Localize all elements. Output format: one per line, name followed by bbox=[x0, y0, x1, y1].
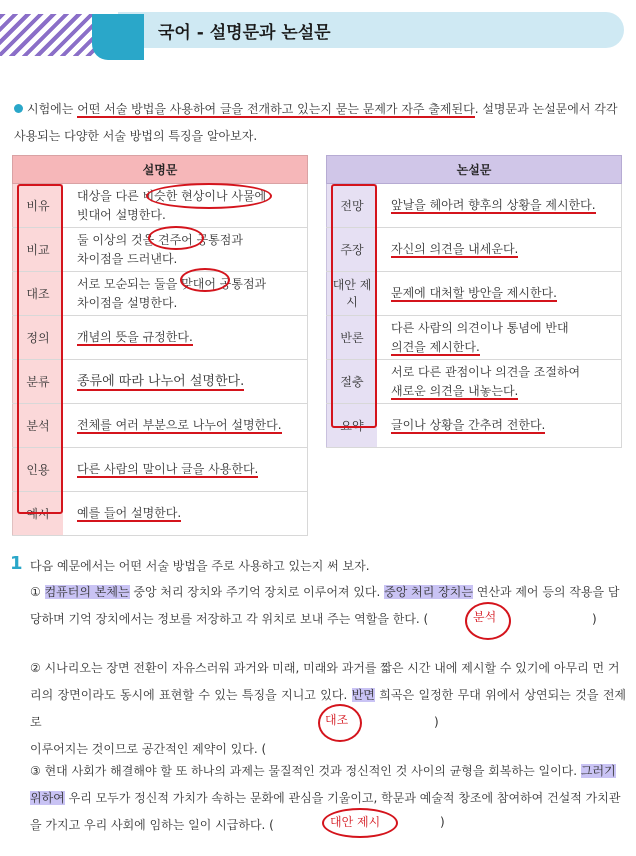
term-cell: 절충 bbox=[327, 360, 378, 404]
desc-cell: 전체를 여러 부분으로 나누어 설명한다. bbox=[63, 404, 308, 448]
question-number: 1 bbox=[10, 553, 23, 574]
term-cell: 정의 bbox=[13, 316, 64, 360]
desc-cell: 앞날을 헤아려 향후의 상황을 제시한다. bbox=[377, 184, 622, 228]
term-cell: 대안 제시 bbox=[327, 272, 378, 316]
intro-text: 시험에는 어떤 서술 방법을 사용하여 글을 전개하고 있는지 묻는 문제가 자주 출제된다. 설명문과 논설문에서 각각 사용되는 다양한 서술 방법의 특징을 알아보자. bbox=[14, 102, 618, 143]
desc-cell: 다른 사람의 의견이나 통념에 반대 의견을 제시한다. bbox=[377, 316, 622, 360]
term-cell: 요약 bbox=[327, 404, 378, 448]
bullet-icon bbox=[14, 104, 23, 113]
term-cell: 인용 bbox=[13, 448, 64, 492]
close-paren: ) bbox=[440, 815, 445, 829]
page-title: 국어 - 설명문과 논설문 bbox=[158, 23, 331, 43]
term-cell: 반론 bbox=[327, 316, 378, 360]
annotation-circle bbox=[180, 268, 230, 292]
term-cell: 주장 bbox=[327, 228, 378, 272]
desc-cell: 서로 다른 관점이나 의견을 조절하여 새로운 의견을 내놓는다. bbox=[377, 360, 622, 404]
term-cell: 비교 bbox=[13, 228, 64, 272]
argumentative-header: 논설문 bbox=[327, 156, 622, 184]
underlined-phrase: 어떤 서술 방법을 사용하여 글을 전개하고 있는지 묻는 문제가 자주 출제된다 bbox=[77, 102, 475, 116]
answer-text: 대안 제시 bbox=[330, 815, 381, 829]
expository-header: 설명문 bbox=[13, 156, 308, 184]
desc-cell: 다른 사람의 말이나 글을 사용한다. bbox=[63, 448, 308, 492]
desc-cell: 서로 모순되는 둘을 맞대어 공통점과 차이점을 설명한다. bbox=[63, 272, 308, 316]
title-tab-accent bbox=[92, 14, 144, 60]
desc-cell: 문제에 대처할 방안을 제시한다. bbox=[377, 272, 622, 316]
close-paren: ) bbox=[434, 715, 439, 729]
close-paren: ) bbox=[592, 612, 597, 626]
term-cell: 대조 bbox=[13, 272, 64, 316]
desc-cell: 글이나 상황을 간추려 전한다. bbox=[377, 404, 622, 448]
term-cell: 분석 bbox=[13, 404, 64, 448]
desc-cell: 개념의 뜻을 규정한다. bbox=[63, 316, 308, 360]
term-cell: 전망 bbox=[327, 184, 378, 228]
example-paragraph-3: ③ 현대 사회가 해결해야 할 또 하나의 과제는 물질적인 것과 정신적인 것 사이의 균형을 회복하는 일이다. 그러기 위하여 우리 모두가 정신적 가치가 속하는 문화에 관심을 기울이고, 학문과 예술적 창조에 참여하여 건설적 가치관 을 가지고 우리 사회에 임하는 일이 시급하다. ( bbox=[30, 764, 621, 832]
annotation-circle bbox=[148, 226, 204, 250]
desc-cell: 대상을 다른 비슷한 현상이나 사물에 빗대어 설명한다. bbox=[63, 184, 308, 228]
desc-cell: 예를 들어 설명한다. bbox=[63, 492, 308, 536]
example-paragraph-1: ① 컴퓨터의 본체는 중앙 처리 장치와 주기억 장치로 이루어져 있다. 중앙 처리 장치는 연산과 제어 등의 작용을 담 당하며 기억 장치에서는 정보를 저장하고 각 위치로 보내 주는 역할을 한다. ( bbox=[30, 585, 620, 626]
annotation-circle bbox=[146, 183, 272, 209]
desc-cell: 둘 이상의 것을 견주어 공통점과 차이점을 드러낸다. bbox=[63, 228, 308, 272]
answer-text: 분석 bbox=[473, 610, 497, 624]
term-cell: 분류 bbox=[13, 360, 64, 404]
desc-cell: 자신의 의견을 내세운다. bbox=[377, 228, 622, 272]
term-column-box-left bbox=[17, 184, 63, 514]
example-paragraph-2: ② 시나리오는 장면 전환이 자유스러워 과거와 미래, 미래와 과거를 짧은 시간 내에 제시할 수 있기에 아무리 먼 거 리의 장면이라도 동시에 표현할 수 있는 특징을 지니고 있다. 반면 희곡은 일정한 무대 위에서 상연되는 것을 전제로 이루어지는 것이므로 공간적인 제약이 있다. ( bbox=[30, 661, 626, 756]
term-column-box-right bbox=[331, 184, 377, 428]
term-cell: 예시 bbox=[13, 492, 64, 536]
answer-text: 대조 bbox=[325, 713, 349, 727]
question-prompt: 다음 예문에서는 어떤 서술 방법을 주로 사용하고 있는지 써 보자. bbox=[30, 559, 370, 573]
term-cell: 비유 bbox=[13, 184, 64, 228]
desc-cell: 종류에 따라 나누어 설명한다. bbox=[63, 360, 308, 404]
